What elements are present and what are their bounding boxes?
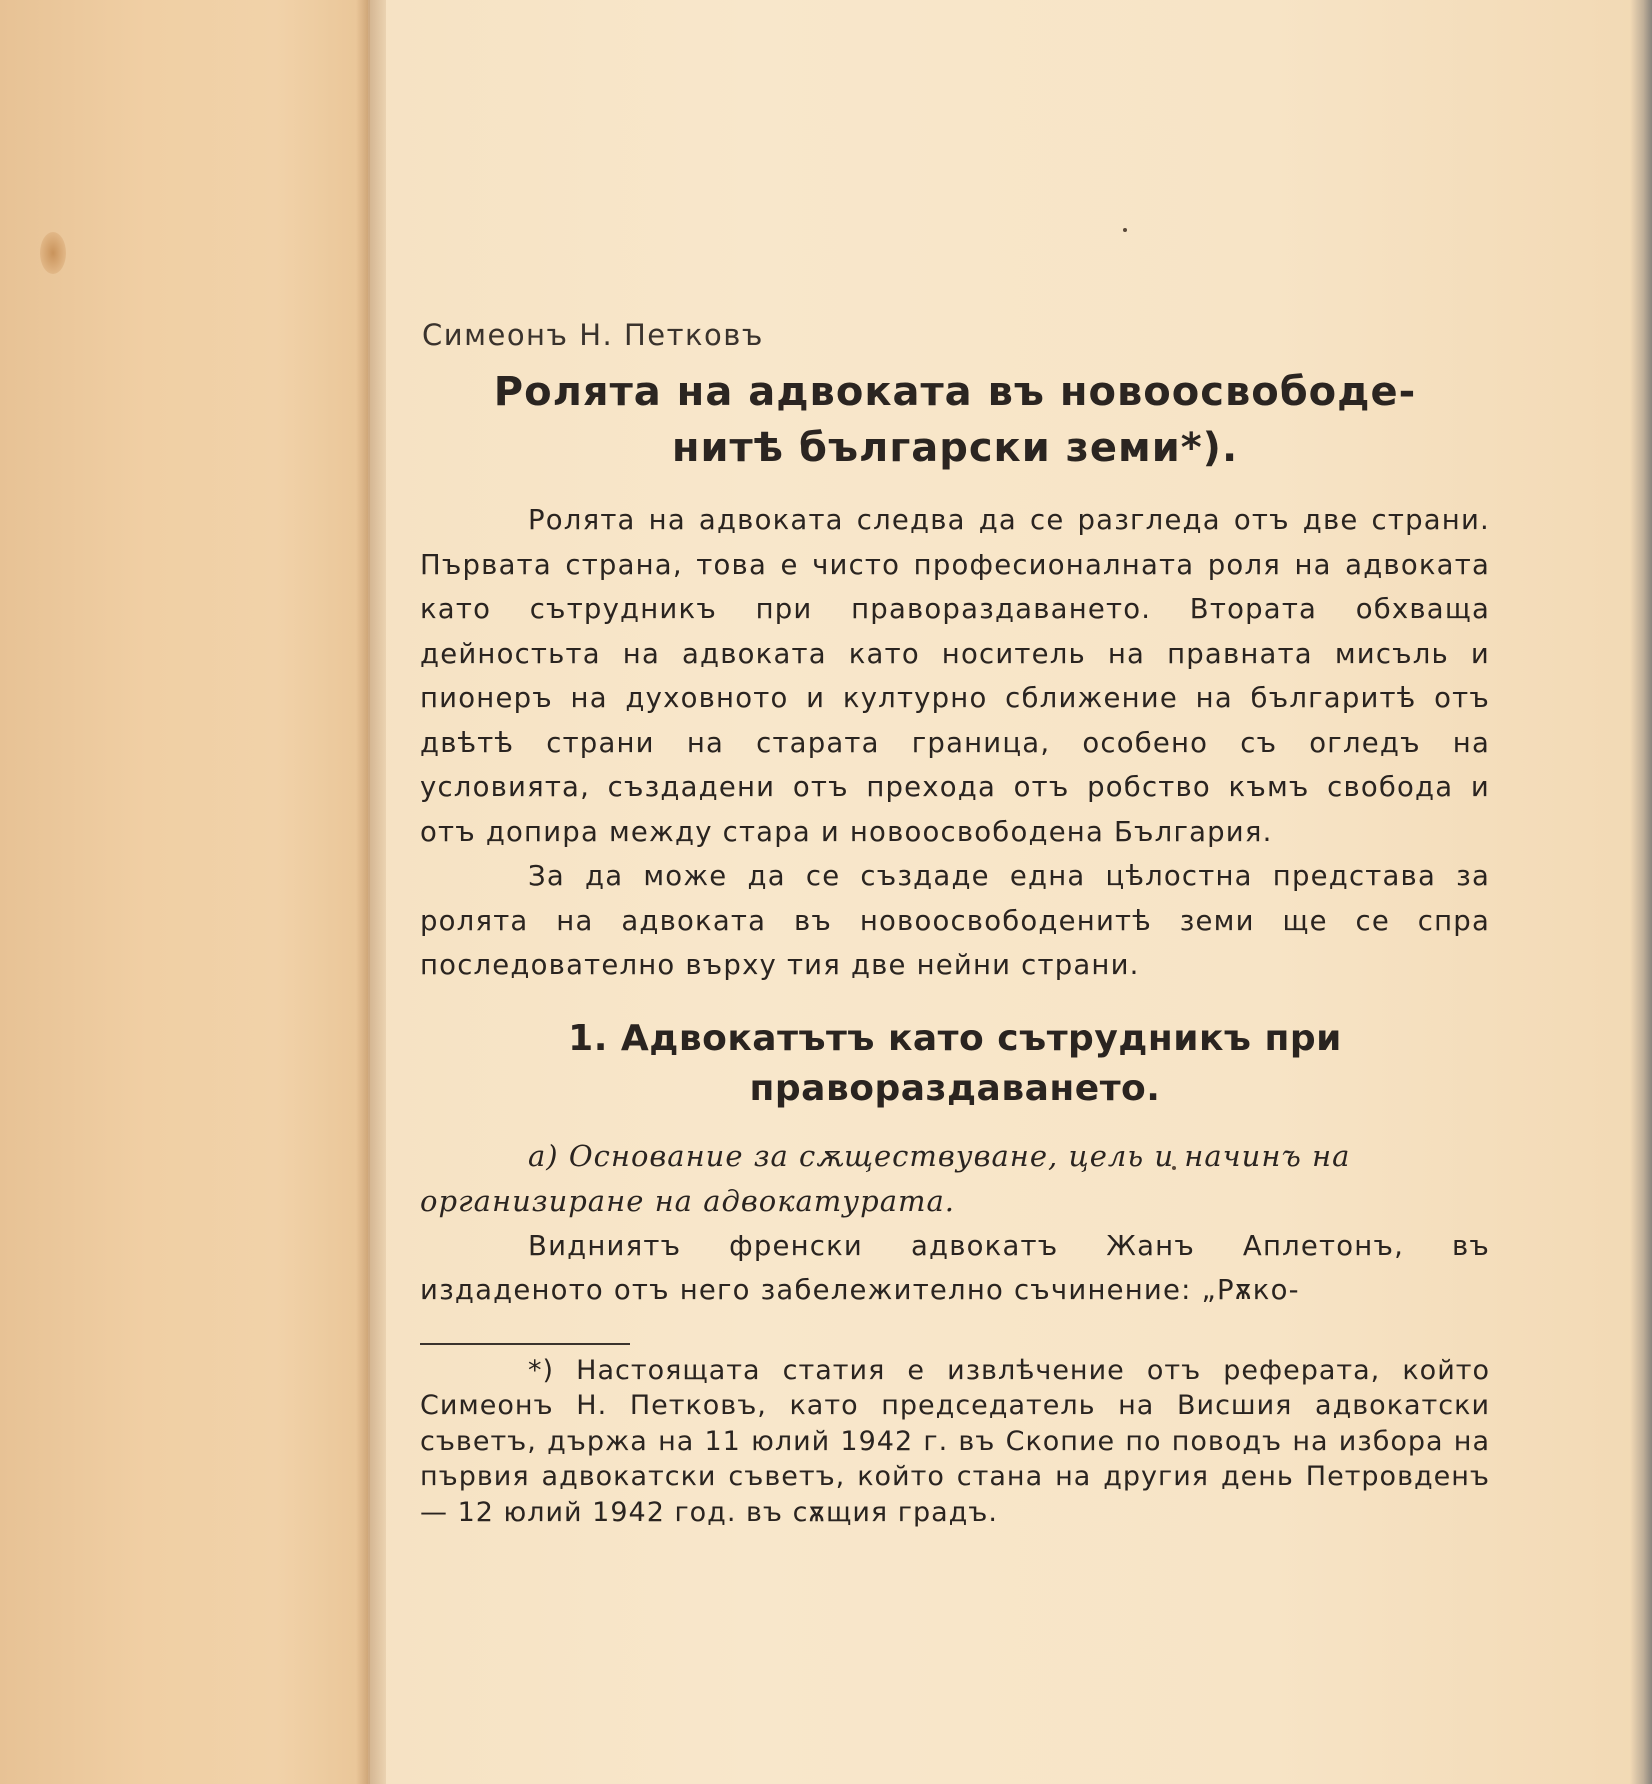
- article-title-line: нитѣ български земи*).: [671, 425, 1239, 471]
- second-paragraph: За да може да се създаде една цѣлостна представа за ролята на адвоката въ новоосвободенитѣ земи ще се спра последователно върху тия две нейни страни.: [420, 860, 1490, 981]
- body-paragraph: Видниятъ френски адвокатъ Жанъ Аплетонъ, въ издаденото отъ него забележително съчинение: „Рѫко-: [420, 1229, 1490, 1306]
- page-text: [420, 318, 1490, 1530]
- article-title: [420, 364, 1490, 476]
- article-title-line: Ролята на адвоката въ новоосвободе-: [493, 369, 1417, 415]
- left-blank-page: [0, 0, 368, 1784]
- book-gutter: [356, 0, 386, 1784]
- section-heading: [420, 1014, 1490, 1114]
- page-edge-shadow: [1630, 0, 1652, 1784]
- footnote-divider: [420, 1343, 630, 1345]
- section-heading-line: 1. Адвокатътъ като сътрудникъ при: [568, 1017, 1342, 1059]
- intro-paragraph: Ролята на адвоката следва да се разгледа отъ две страни. Първата страна, това е чисто професионалната роля на адвоката като сътрудникъ при правораздаването. Втората обхваща дейностьта на адвоката като носитель на правната мисъль и пионеръ на духовното и културно сближение на българитѣ отъ двѣтѣ страни на старата граница, особено съ огледъ на условията, създадени отъ прехода отъ робство къмъ свобода и отъ допира между стара и новоосвободена България.: [420, 504, 1490, 848]
- footnote: *) Настоящата статия е извлѣчение отъ реферата, който Симеонъ Н. Петковъ, като председатель на Висшия адвокатски съветъ, държа на 11 юлий 1942 г. въ Скопие по поводъ на избора на първия адвокатски съветъ, който стана на другия день Петровденъ — 12 юлий 1942 год. въ сѫщия градъ.: [420, 1354, 1490, 1528]
- ink-speck: [1123, 228, 1127, 232]
- section-heading-line: правораздаването.: [749, 1067, 1161, 1109]
- subsection-heading: а) Основание за сѫществуване, цель и начинъ на организиране на адвокатурата.: [420, 1138, 1351, 1218]
- paper-stain: [40, 232, 66, 274]
- author-name: Симеонъ Н. Петковъ: [422, 318, 764, 352]
